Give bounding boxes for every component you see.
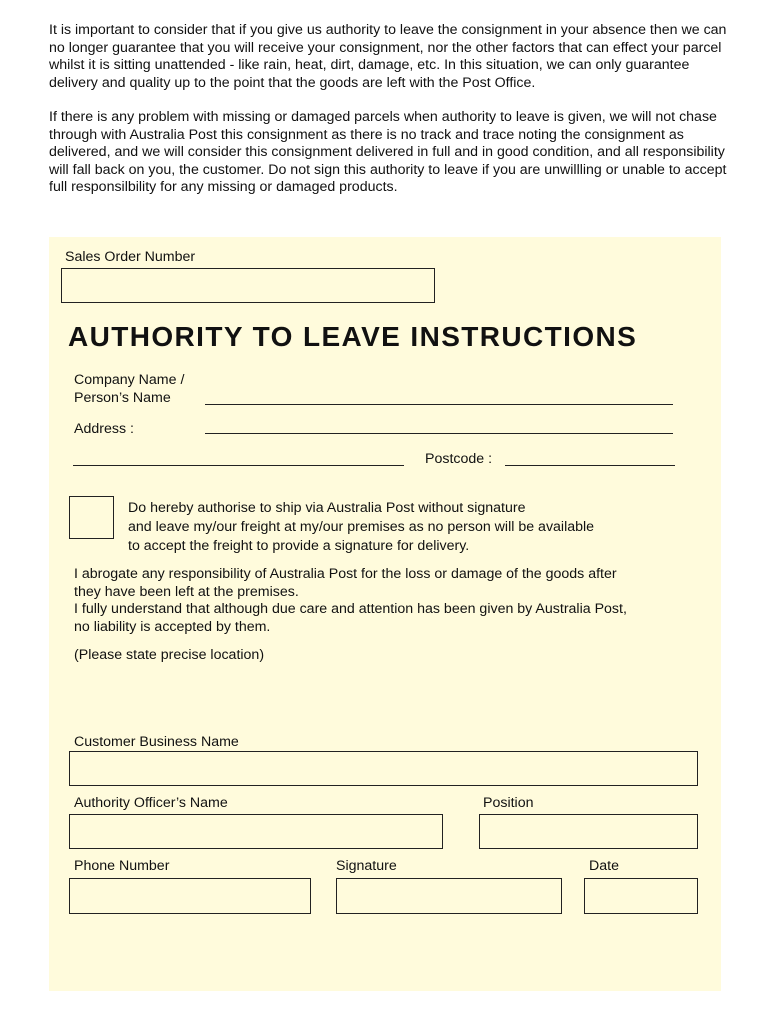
- date-label: Date: [589, 858, 619, 874]
- location-label: (Please state precise location): [74, 647, 265, 663]
- customer-business-label: Customer Business Name: [74, 734, 239, 750]
- postcode-label: Postcode :: [425, 451, 493, 467]
- date-field[interactable]: [584, 878, 698, 914]
- address-line-1[interactable]: [205, 433, 673, 434]
- signature-label: Signature: [336, 858, 397, 874]
- position-field[interactable]: [479, 814, 698, 849]
- abrogate-line-4: no liability is accepted by them.: [74, 619, 271, 635]
- officer-name-label: Authority Officer’s Name: [74, 795, 228, 811]
- sales-order-label: Sales Order Number: [65, 249, 196, 265]
- address-line-2[interactable]: [73, 465, 404, 466]
- authorise-line-2: and leave my/our freight at my/our premises as no person will be available: [128, 519, 595, 535]
- company-label-line-1: Company Name /: [74, 372, 185, 388]
- phone-field[interactable]: [69, 878, 311, 914]
- signature-field[interactable]: [336, 878, 562, 914]
- intro-text: [49, 22, 734, 214]
- company-name-line[interactable]: [205, 404, 673, 405]
- intro-paragraph-2: If there is any problem with missing or damaged parcels when authority to leave is given, we will not chase through with Australia Post this consignment as there is no track and trace noting the consignment as delivered, and we will consider this consignment delivered in full and in good condition, and all responsibility will fall back on you, the customer. Do not sign this authority to leave if you are unwillling or unable to accept full responsilbility for any missing or damaged products.: [49, 109, 727, 195]
- authorise-line-1: Do hereby authorise to ship via Australia Post without signature: [128, 500, 526, 516]
- customer-business-field[interactable]: [69, 751, 698, 786]
- address-label: Address :: [74, 421, 134, 437]
- abrogate-line-1: I abrogate any responsibility of Australia Post for the loss or damage of the goods after: [74, 566, 617, 582]
- phone-label: Phone Number: [74, 858, 170, 874]
- postcode-line[interactable]: [505, 465, 675, 466]
- form-title: AUTHORITY TO LEAVE INSTRUCTIONS: [68, 321, 638, 352]
- abrogate-line-2: they have been left at the premises.: [74, 584, 299, 600]
- position-label: Position: [483, 795, 534, 811]
- sales-order-field[interactable]: [61, 268, 435, 303]
- authorise-checkbox[interactable]: [69, 496, 114, 539]
- company-label-line-2: Person’s Name: [74, 390, 171, 406]
- authorise-line-3: to accept the freight to provide a signature for delivery.: [128, 538, 470, 554]
- abrogate-line-3: I fully understand that although due care and attention has been given by Australia Post,: [74, 601, 627, 617]
- officer-name-field[interactable]: [69, 814, 443, 849]
- authority-form: [49, 237, 721, 991]
- intro-paragraph-1: It is important to consider that if you give us authority to leave the consignment in your absence then we can no longer guarantee that you will receive your consignment, nor the other factors that can effect your parcel whilst it is sitting unattended - like rain, heat, dirt, damage, etc. In this situation, we can only guarantee delivery and quality up to the point that the goods are left with the Post Office.: [49, 22, 727, 91]
